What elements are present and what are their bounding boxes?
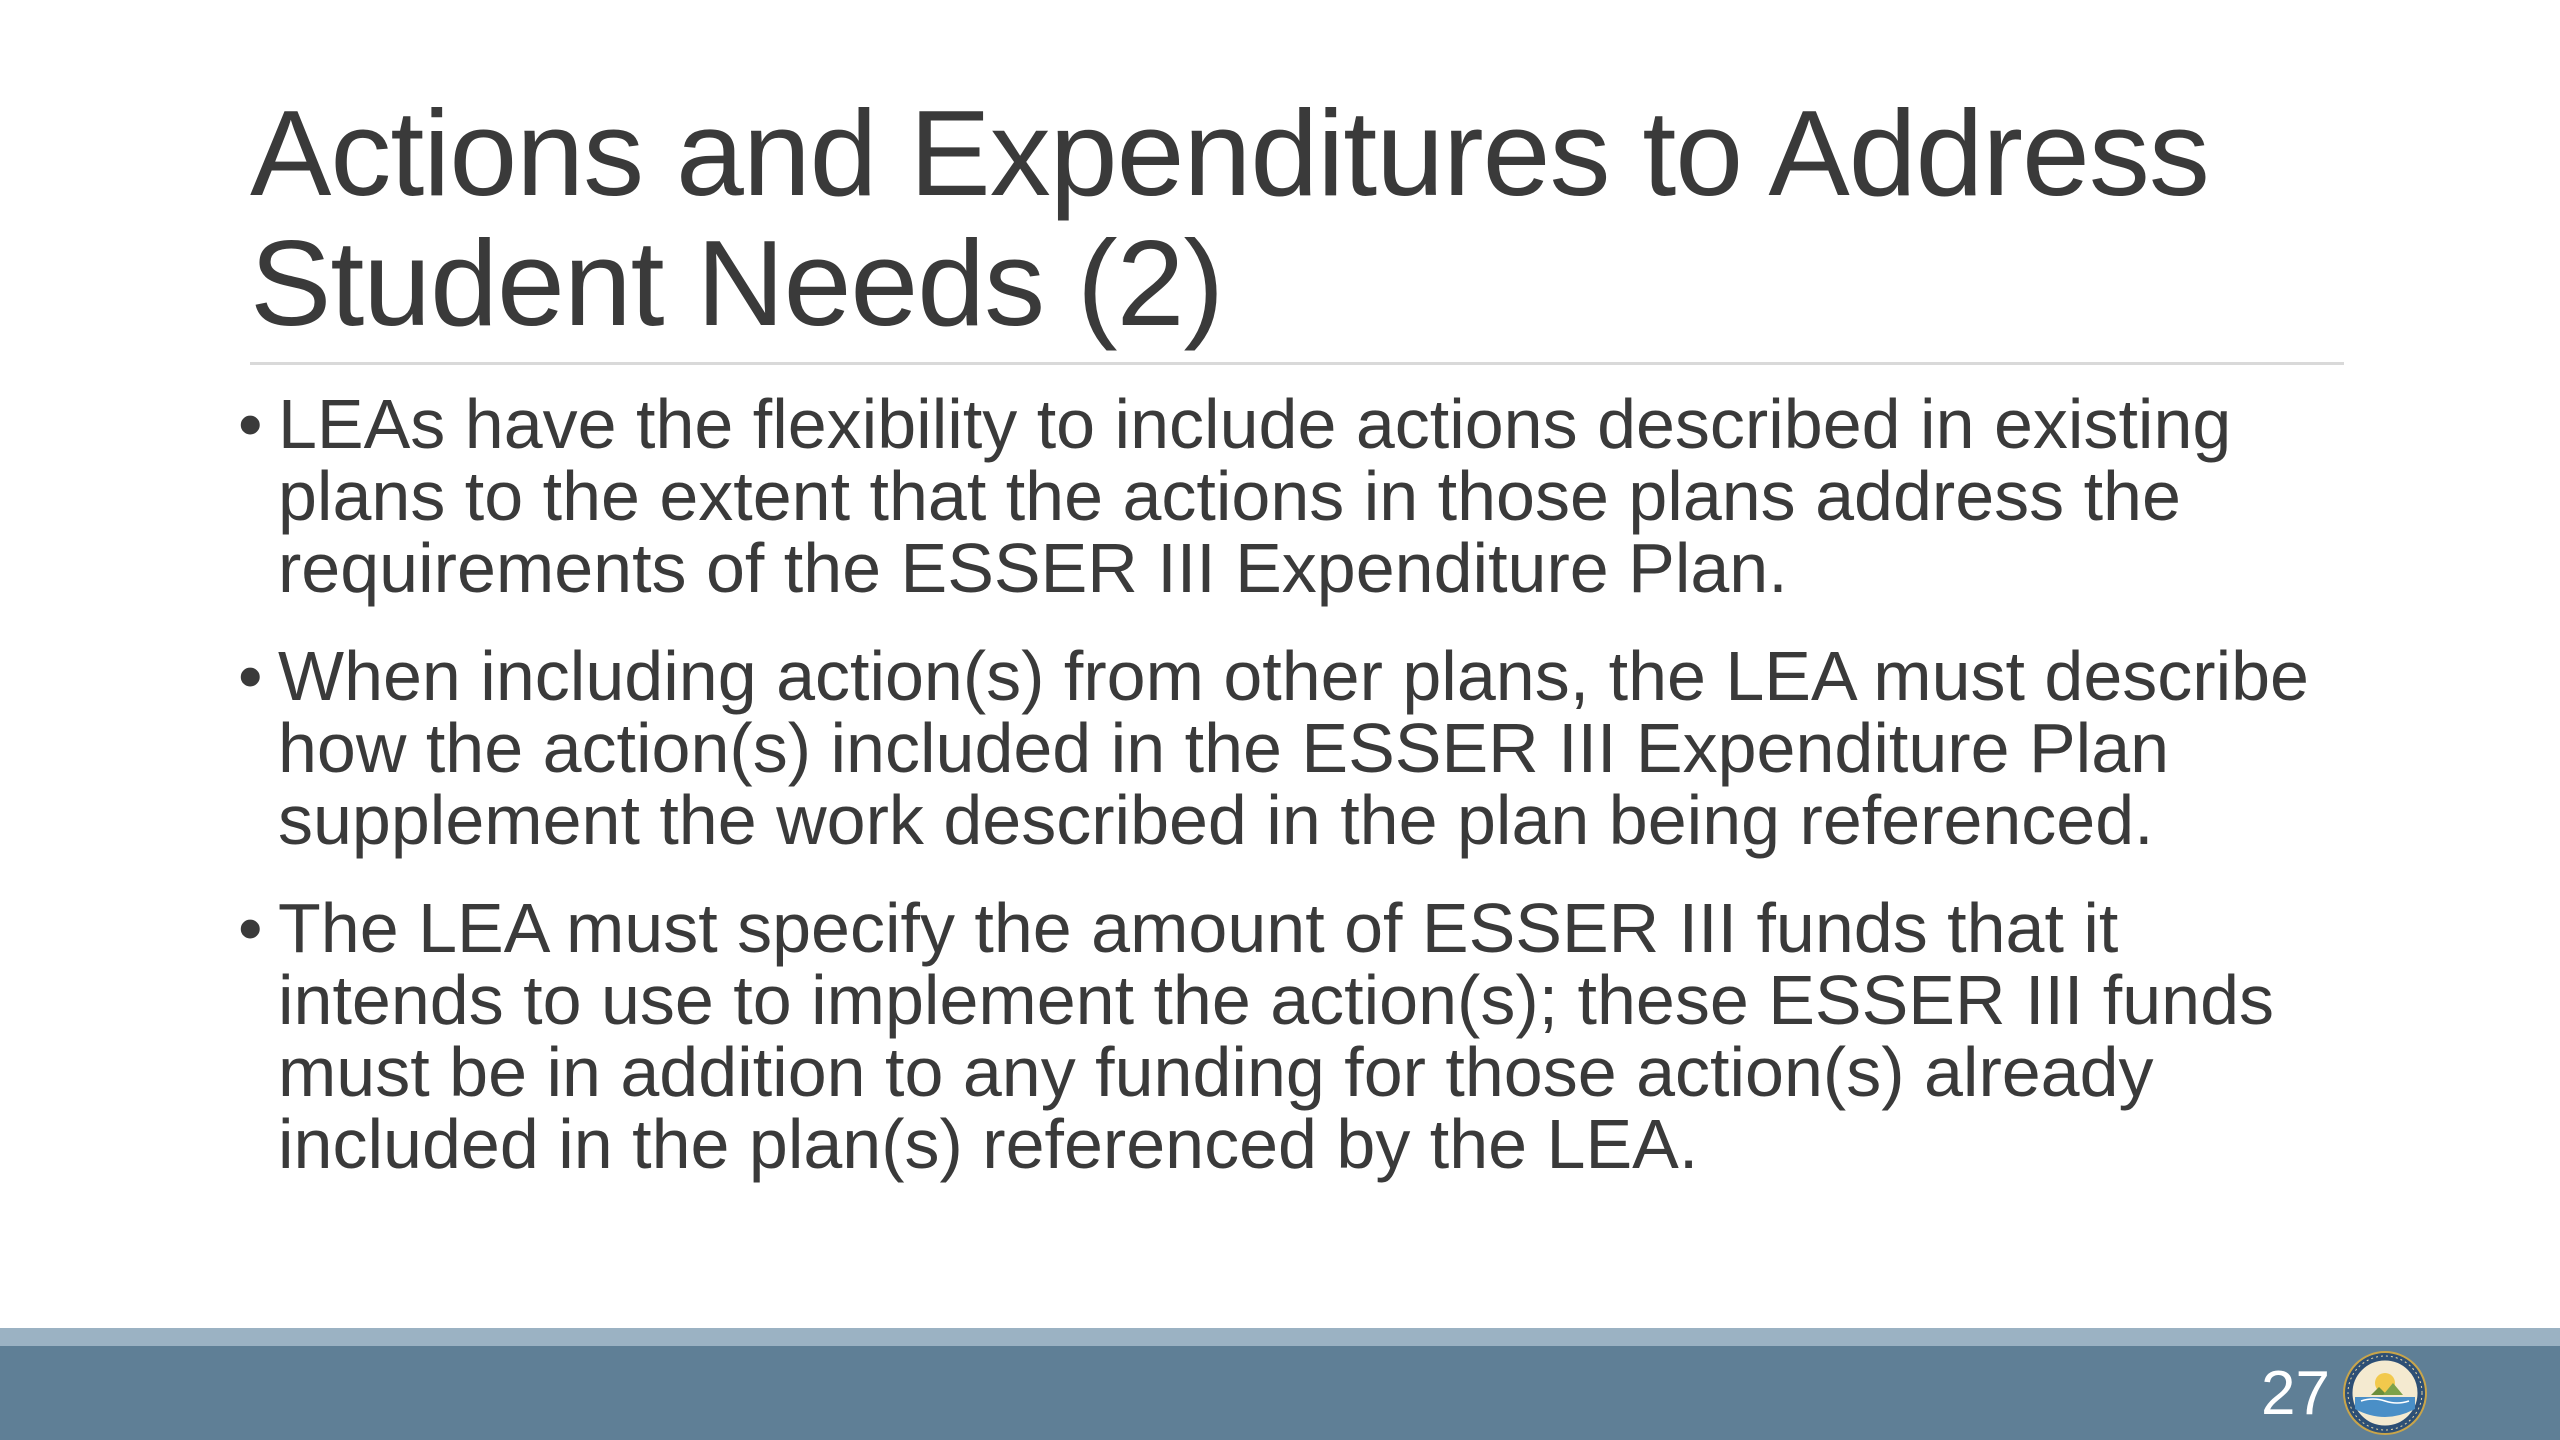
bullet-list (238, 385, 2348, 1216)
bullet-text: When including action(s) from other plans, the LEA must describe how the action(s) included in the ESSER III Expenditure Plan supplement the work described in the plan being referenced. (278, 637, 2309, 859)
page-number: 27 (2261, 1359, 2330, 1428)
bullet-glyph: • (238, 385, 263, 463)
slide-title: Actions and Expenditures to Address Student Needs (2) (250, 85, 2209, 351)
bullet-glyph: • (238, 889, 263, 967)
footer-band (0, 1346, 2560, 1440)
bullet-item (238, 637, 2348, 859)
bullet-glyph: • (238, 637, 263, 715)
bullet-text: LEAs have the flexibility to include actions described in existing plans to the extent that the actions in those plans address the requirements of the ESSER III Expenditure Plan. (278, 385, 2232, 607)
bullet-item (238, 889, 2348, 1183)
bullet-text: The LEA must specify the amount of ESSER III funds that it intends to use to implement the action(s); these ESSER III funds must be in addition to any funding for those action(s) already included in the plan(s) referenced by the LEA. (278, 889, 2275, 1183)
bullet-item (238, 385, 2348, 607)
footer-accent-band (0, 1328, 2560, 1346)
title-divider (250, 362, 2344, 365)
state-seal-icon (2343, 1351, 2427, 1435)
